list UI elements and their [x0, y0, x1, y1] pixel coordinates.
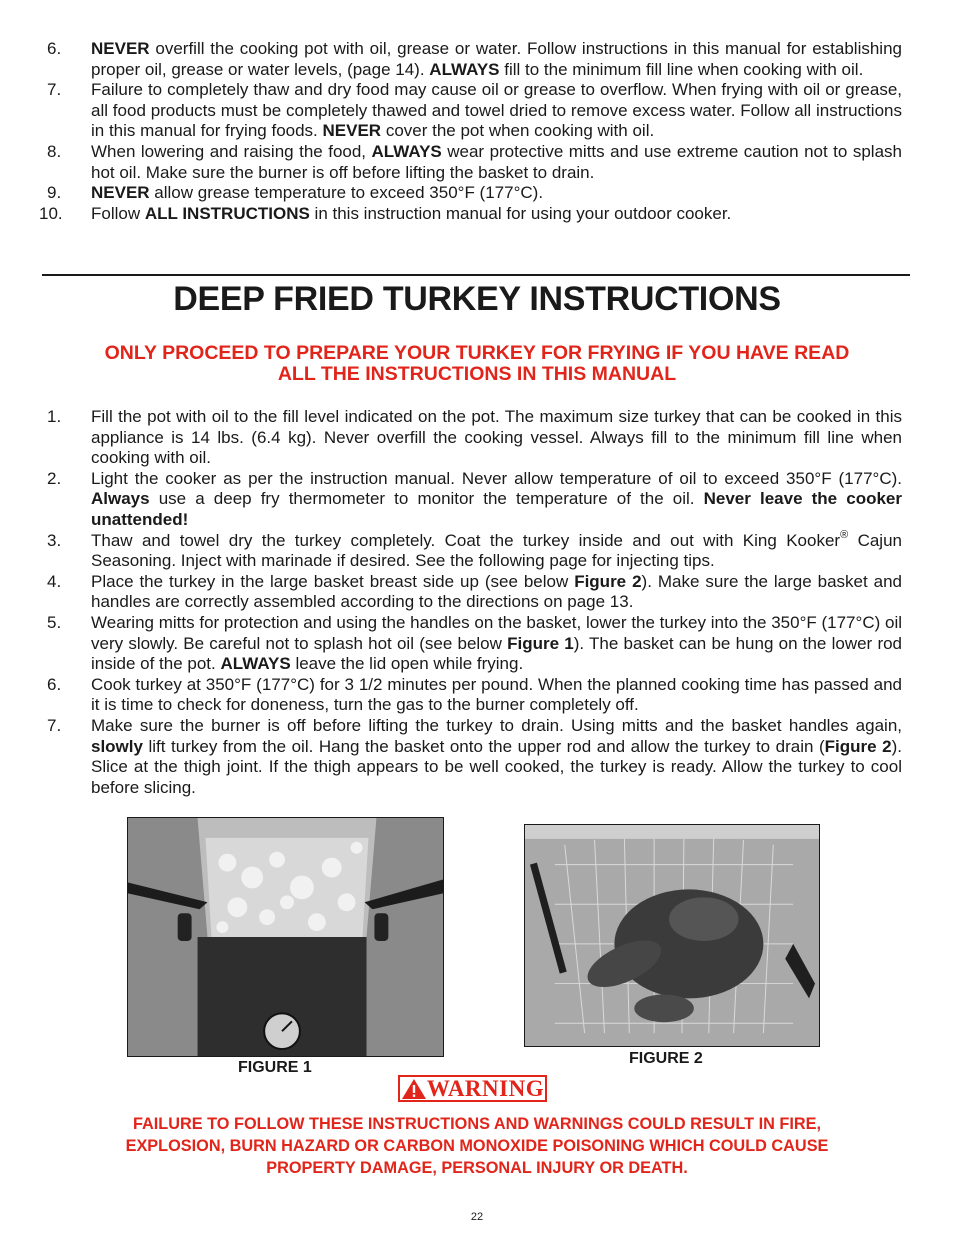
list-item-text: Fill the pot with oil to the fill level indicated on the pot. The maximum size turkey that can be cooked in this appliance is 14 lbs. (6.4 kg). Never overfill the cooking vessel. Always fill to the minimum fill line when cooking with oil.: [91, 407, 902, 468]
list-item-text: Figure 1: [507, 633, 574, 653]
page-title: DEEP FRIED TURKEY INSTRUCTIONS: [173, 280, 781, 318]
figure-2-image: [524, 824, 820, 1047]
list-item-text: ). Make sure the large basket and handles are correctly assembled according to the directions on page 13.: [91, 571, 903, 612]
list-item-number: 7.: [47, 715, 62, 735]
list-item-text: Cajun Seasoning. Inject with marinade if desired. See the following page for injecting tips.: [91, 530, 902, 571]
list-item: [0, 142, 954, 183]
list-item-number: 5.: [47, 612, 62, 632]
red-notice-heading: [0, 343, 954, 385]
list-item-text: ). The basket can be hung on the lower rod inside of the pot.: [91, 633, 903, 674]
list-item-text: Place the turkey in the large basket breast side up (see below: [91, 571, 575, 591]
list-item-number: 9.: [47, 183, 62, 203]
list-item: [0, 39, 954, 80]
safety-list: [0, 39, 954, 224]
list-item: [0, 528, 954, 572]
list-item: [0, 469, 954, 531]
warning-text: [0, 1114, 954, 1180]
warning-line-1: FAILURE TO FOLLOW THESE INSTRUCTIONS AND WARNINGS COULD RESULT IN FIRE,: [132, 1115, 822, 1133]
warning-triangle-icon: [401, 1078, 427, 1100]
list-item: [0, 407, 954, 469]
warning-label: WARNING: [426, 1076, 545, 1101]
list-item-text: Figure 2: [824, 736, 892, 756]
list-item: [0, 675, 954, 716]
list-item-text: Light the cooker as per the instruction manual. Never allow temperature of oil to exceed 350°F (177°C).: [91, 468, 902, 488]
list-item-text: fill to the minimum fill line when cooking with oil.: [499, 59, 864, 79]
warning-line-3: PROPERTY DAMAGE, PERSONAL INJURY OR DEATH.: [266, 1159, 688, 1177]
list-item-text: lift turkey from the oil. Hang the basket onto the upper rod and allow the turkey to drain (: [142, 736, 825, 756]
list-item-number: 4.: [47, 571, 62, 591]
list-item: [0, 572, 954, 613]
list-item-number: 2.: [47, 468, 62, 488]
list-item-text: ALL INSTRUCTIONS: [144, 203, 310, 223]
list-item: [0, 183, 954, 204]
warning-line-2: EXPLOSION, BURN HAZARD OR CARBON MONOXIDE POISONING WHICH COULD CAUSE: [125, 1136, 829, 1155]
figure-2-caption: FIGURE 2: [629, 1050, 703, 1067]
list-item-text: Always: [91, 489, 150, 509]
turkey-instructions-list: [0, 407, 954, 798]
list-item-text: allow grease temperature to exceed 350°F (177°C).: [149, 183, 544, 203]
list-item-text: NEVER: [91, 39, 150, 58]
list-item-text: in this instruction manual for using your outdoor cooker.: [309, 203, 732, 223]
list-item-text: Never leave the cooker unattended!: [91, 489, 902, 529]
list-item-text: overfill the cooking pot with oil, grease or water. Follow instructions in this manual for establishing proper oil, grease or water levels, (page 14).: [91, 39, 902, 79]
registered-mark: ®: [840, 528, 849, 541]
list-item: [0, 613, 954, 675]
list-item-text: Thaw and towel dry the turkey completely. Coat the turkey inside and out with King Kooker: [91, 530, 841, 550]
list-item-text: NEVER: [322, 121, 382, 141]
section-divider: [42, 274, 910, 276]
list-item-number: 3.: [47, 530, 62, 550]
list-item-text: slowly: [91, 736, 143, 756]
list-item-text: Failure to completely thaw and dry food may cause oil or grease to overflow. When frying with oil or grease, all food products must be completely thawed and towel dried to remove excess water. Follow all instructions in this manual for frying foods.: [91, 80, 902, 141]
list-item-text: Follow: [91, 203, 145, 223]
list-item-number: 10.: [39, 203, 63, 223]
red-notice-line-1: ONLY PROCEED TO PREPARE YOUR TURKEY FOR FRYING IF YOU HAVE READ: [104, 342, 850, 364]
list-item: [0, 716, 954, 798]
list-item-text: NEVER: [91, 183, 150, 203]
list-item-text: ALWAYS: [220, 654, 291, 674]
list-item-text: Cook turkey at 350°F (177°C) for 3 1/2 minutes per pound. When the planned cooking time has passed and it is time to check for doneness, turn the gas to the burner completely off.: [91, 674, 902, 715]
list-item: [0, 80, 954, 142]
list-item: [0, 204, 954, 225]
list-item-text: ALWAYS: [371, 141, 442, 161]
list-item-text: wear protective mitts and use extreme caution not to splash hot oil. Make sure the burner is off before lifting the basket to drain.: [91, 141, 902, 182]
list-item-number: 8.: [47, 141, 62, 161]
list-item-number: 6.: [47, 39, 62, 58]
list-item-text: Make sure the burner is off before lifting the turkey to drain. Using mitts and the basket handles again,: [91, 715, 902, 735]
page-number: 22: [470, 1211, 484, 1223]
figure-1-image: [127, 817, 444, 1057]
list-item-text: ALWAYS: [429, 59, 500, 79]
list-item-text: Wearing mitts for protection and using the handles on the basket, lower the turkey into the 350°F (177°C) oil very slowly. Be careful not to splash hot oil (see below: [91, 612, 902, 653]
list-item-number: 7.: [47, 80, 62, 100]
red-notice-line-2: ALL THE INSTRUCTIONS IN THIS MANUAL: [277, 363, 677, 385]
figure-1-caption: FIGURE 1: [238, 1059, 312, 1076]
list-item-text: ). Slice at the thigh joint. If the thigh appears to be well cooked, the turkey is ready. Allow the turkey to cool before slicing.: [91, 736, 903, 797]
list-item-text: leave the lid open while frying.: [290, 654, 524, 674]
warning-badge: [398, 1075, 547, 1102]
list-item-number: 1.: [47, 407, 62, 426]
list-item-text: cover the pot when cooking with oil.: [381, 121, 655, 141]
list-item-number: 6.: [47, 674, 62, 694]
list-item-text: use a deep fry thermometer to monitor the temperature of the oil.: [149, 489, 704, 509]
list-item-text: Figure 2: [574, 571, 642, 591]
list-item-text: When lowering and raising the food,: [91, 141, 372, 161]
